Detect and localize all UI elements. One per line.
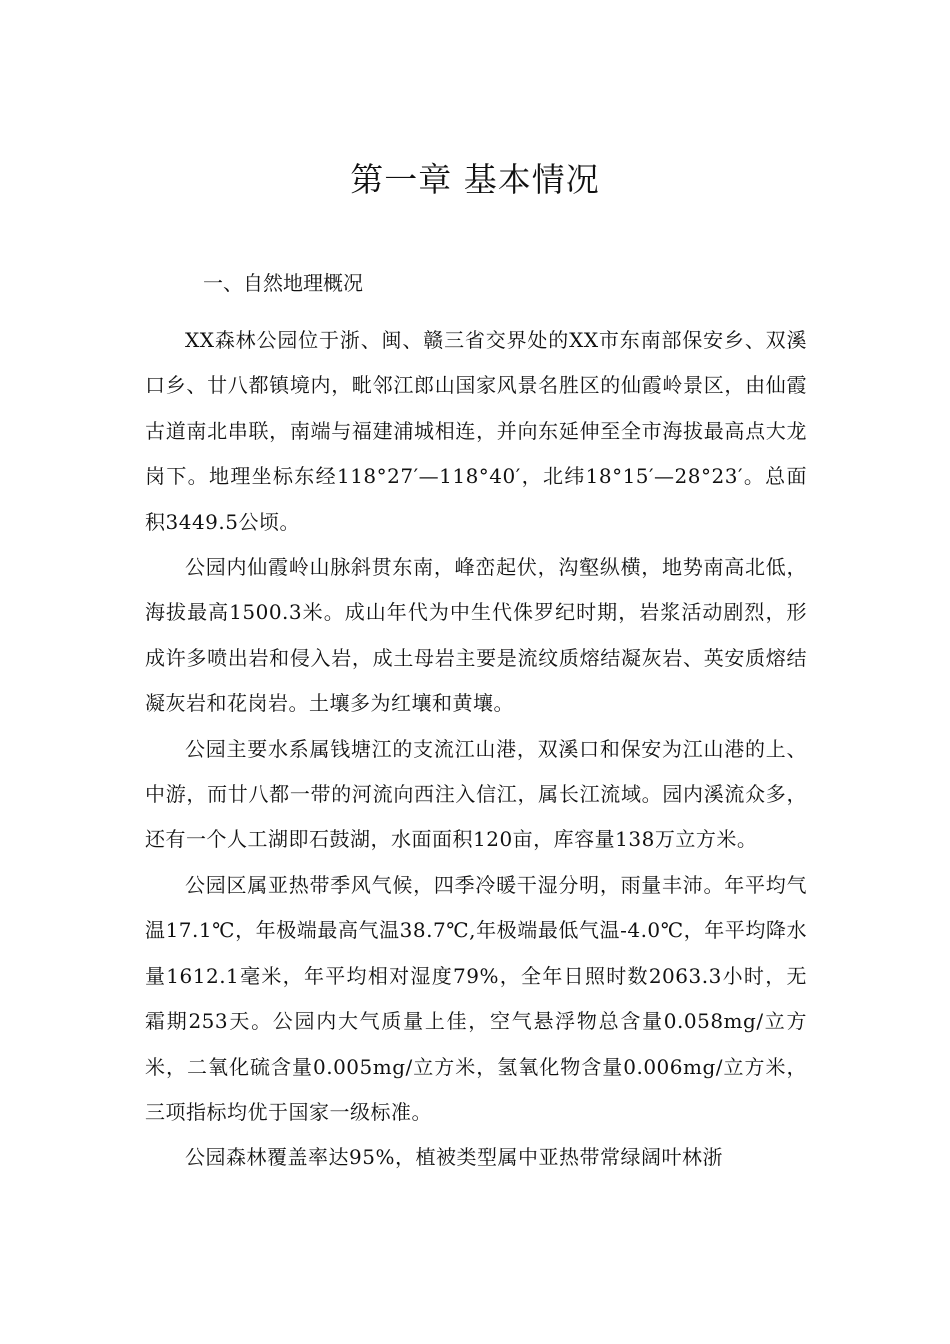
section-heading: 一、自然地理概况: [203, 271, 363, 295]
paragraph-forest: 公园森林覆盖率达95%，植被类型属中亚热带常绿阔叶林浙: [185, 1145, 723, 1170]
chapter-title: 第一章 基本情况: [350, 160, 600, 199]
paragraph-water-system: 公园主要水系属钱塘江的支流江山港，双溪口和保安为江山港的上、中游，而廿八都一带的河流向西注入信江，属长江流域。园内溪流众多，还有一个人工湖即石鼓湖，水面面积120亩，库容量138万立方米。: [145, 736, 807, 852]
paragraph-climate: 公园区属亚热带季风气候，四季冷暖干湿分明，雨量丰沛。年平均气温17.1℃，年极端最高气温38.7℃,年极端最低气温-4.0℃，年平均降水量1612.1毫米，年平均相对湿度79%，全年日照时数2063.3小时，无霜期253天。公园内大气质量上佳，空气悬浮物总含量0.058mg/立方米，二氧化硫含量0.005mg/立方米，氢氧化物含量0.006mg/立方米，三项指标均优于国家一级标准。: [145, 872, 807, 1124]
paragraph-terrain: 公园内仙霞岭山脉斜贯东南，峰峦起伏，沟壑纵横，地势南高北低，海拔最高1500.3米。成山年代为中生代侏罗纪时期，岩浆活动剧烈，形成许多喷出岩和侵入岩，成土母岩主要是流纹质熔结凝灰岩、英安质熔结凝灰岩和花岗岩。土壤多为红壤和黄壤。: [145, 555, 807, 716]
body-text: [145, 318, 807, 1181]
paragraph-location: XX森林公园位于浙、闽、赣三省交界处的XX市东南部保安乡、双溪口乡、廿八都镇境内，毗邻江郎山国家风景名胜区的仙霞岭景区，由仙霞古道南北串联，南端与福建浦城相连，并向东延伸至全市海拔最高点大龙岗下。地理坐标东经118°27′—118°40′，北纬18°15′—28°23′。总面积3449.5公顷。: [145, 328, 807, 534]
